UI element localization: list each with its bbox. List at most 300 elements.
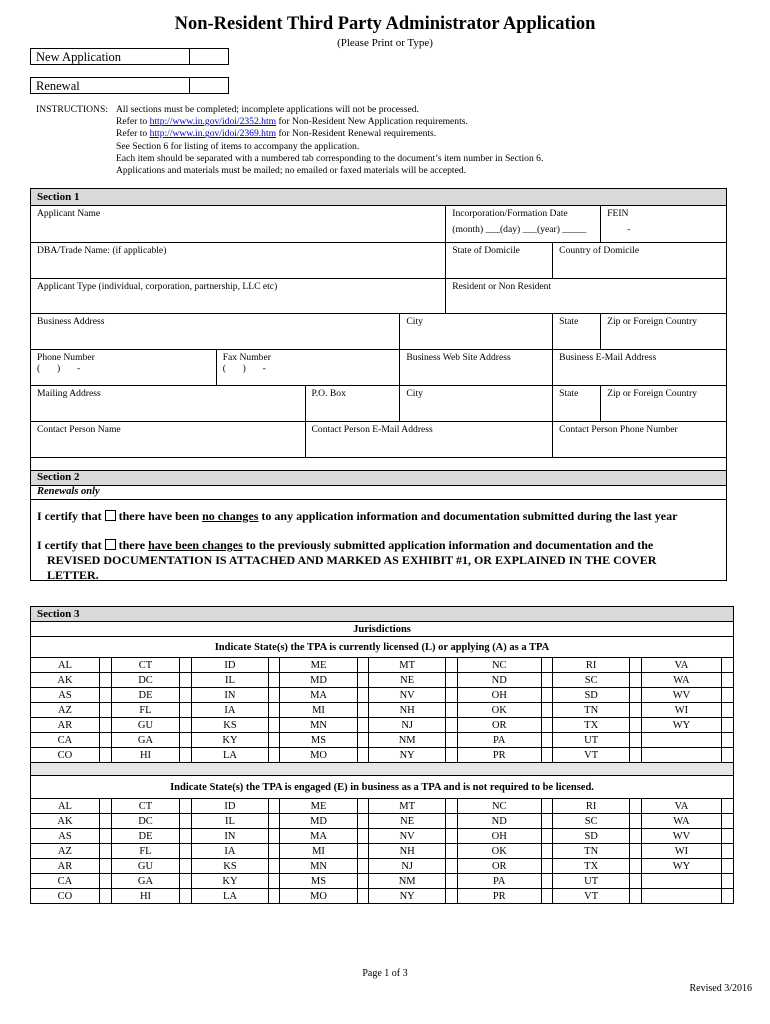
state-cell: RI (553, 799, 630, 814)
state-cell: AS (31, 688, 100, 703)
engaged-state-checkbox[interactable] (99, 889, 111, 904)
renewal-row (30, 77, 229, 94)
business-address-label: Business Address (37, 316, 105, 327)
licensed-state-checkbox[interactable] (180, 658, 192, 673)
state-cell: NE (369, 814, 446, 829)
state-cell: RI (553, 658, 630, 673)
engaged-state-checkbox[interactable] (180, 814, 192, 829)
licensed-state-checkbox[interactable] (722, 733, 734, 748)
no-changes-certification (37, 509, 677, 524)
fax-label: Fax Number (222, 352, 271, 363)
state-cell: NV (369, 829, 446, 844)
instructions-label: INSTRUCTIONS: (36, 104, 108, 115)
licensed-state-checkbox[interactable] (630, 718, 642, 733)
web-field[interactable] (400, 350, 553, 386)
state-cell: MA (280, 829, 357, 844)
instruction-line (116, 128, 676, 140)
engaged-state-checkbox[interactable] (357, 859, 369, 874)
engaged-state-checkbox[interactable] (446, 889, 458, 904)
licensed-state-checkbox[interactable] (630, 688, 642, 703)
state-cell: PR (457, 748, 541, 763)
engaged-state-checkbox[interactable] (268, 829, 280, 844)
state-cell: IL (192, 673, 269, 688)
engaged-state-checkbox[interactable] (722, 799, 734, 814)
mailing-city-field[interactable] (400, 386, 553, 422)
engaged-state-checkbox[interactable] (357, 829, 369, 844)
engaged-state-checkbox[interactable] (357, 889, 369, 904)
state-cell: NY (369, 889, 446, 904)
engaged-state-checkbox[interactable] (630, 829, 642, 844)
state-cell: HI (111, 748, 180, 763)
state-cell: WI (641, 703, 722, 718)
engaged-state-checkbox[interactable] (446, 829, 458, 844)
engaged-state-checkbox[interactable] (268, 814, 280, 829)
engaged-state-checkbox[interactable] (630, 874, 642, 889)
state-cell: KY (192, 733, 269, 748)
licensed-state-checkbox[interactable] (268, 688, 280, 703)
state-cell: TN (553, 844, 630, 859)
mailing-address-label: Mailing Address (37, 388, 101, 399)
licensed-state-checkbox[interactable] (446, 718, 458, 733)
state-cell: KS (192, 859, 269, 874)
new-application-label: New Application (36, 50, 122, 64)
cert-text: to any application information and documentation submitted during the last year (261, 509, 678, 523)
state-cell: IN (192, 829, 269, 844)
engaged-state-checkbox[interactable] (268, 859, 280, 874)
section3-spacer (31, 763, 734, 776)
cert-emphasis: have been changes (148, 538, 243, 552)
state-cell: CT (111, 799, 180, 814)
state-cell: SC (553, 673, 630, 688)
licensed-state-checkbox[interactable] (722, 688, 734, 703)
state-cell: NE (369, 673, 446, 688)
contact-name-label: Contact Person Name (37, 424, 121, 435)
instruction-line: Each item should be separated with a numbered tab corresponding to the document’s item number in Section 6. (116, 152, 544, 164)
state-cell: AK (31, 673, 100, 688)
licensed-state-checkbox[interactable] (180, 703, 192, 718)
instruction-line (116, 116, 676, 128)
country-domicile-label: Country of Domicile (559, 245, 640, 256)
engaged-state-checkbox[interactable] (180, 799, 192, 814)
contact-name-field[interactable] (31, 422, 306, 458)
contact-phone-label: Contact Person Phone Number (559, 424, 678, 435)
contact-phone-field[interactable] (553, 422, 727, 458)
phone-label: Phone Number (37, 352, 95, 363)
page-subtitle: (Please Print or Type) (337, 37, 433, 49)
licensed-state-checkbox[interactable] (268, 703, 280, 718)
state-cell: KS (192, 718, 269, 733)
cert-text: there have been (118, 509, 200, 523)
engaged-state-checkbox[interactable] (722, 859, 734, 874)
engaged-state-checkbox[interactable] (446, 859, 458, 874)
licensed-state-checkbox[interactable] (446, 703, 458, 718)
state-domicile-field[interactable] (446, 243, 553, 279)
state-cell: MI (280, 844, 357, 859)
state-cell: MT (369, 799, 446, 814)
state-cell: MO (280, 748, 357, 763)
business-address-field[interactable] (31, 314, 400, 350)
engaged-state-checkbox[interactable] (99, 829, 111, 844)
pobox-label: P.O. Box (311, 388, 346, 399)
fein-label: FEIN (607, 208, 629, 219)
state-cell: PR (457, 889, 541, 904)
dba-field[interactable] (31, 243, 446, 279)
state-cell: NM (369, 874, 446, 889)
new-application-row (30, 48, 229, 65)
engaged-state-checkbox[interactable] (180, 874, 192, 889)
state-cell: AZ (31, 844, 100, 859)
fax-format: ( ) - (222, 363, 266, 374)
section1-table (30, 188, 727, 475)
state-cell: ID (192, 658, 269, 673)
licensed-state-checkbox[interactable] (99, 718, 111, 733)
renewal-label: Renewal (36, 79, 80, 93)
state-domicile-label: State of Domicile (452, 245, 520, 256)
licensed-state-checkbox[interactable] (268, 658, 280, 673)
renewal-requirements-link[interactable]: http://www.in.gov/idoi/2369.htm (149, 128, 277, 140)
engaged-state-checkbox[interactable] (99, 799, 111, 814)
licensed-state-checkbox[interactable] (541, 658, 553, 673)
engaged-state-checkbox[interactable] (722, 844, 734, 859)
instruction-line: All sections must be completed; incomplete applications will not be processed. (116, 104, 419, 115)
mailing-address-field[interactable] (31, 386, 306, 422)
state-cell: GA (111, 874, 180, 889)
engaged-state-checkbox[interactable] (722, 814, 734, 829)
state-cell: ND (457, 673, 541, 688)
cert-text: there (118, 538, 146, 552)
engaged-state-checkbox[interactable] (268, 874, 280, 889)
licensed-state-checkbox[interactable] (722, 703, 734, 718)
state-cell: TN (553, 703, 630, 718)
licensed-state-checkbox[interactable] (357, 673, 369, 688)
licensed-state-checkbox[interactable] (99, 658, 111, 673)
state-cell: DE (111, 829, 180, 844)
engaged-state-checkbox[interactable] (99, 859, 111, 874)
licensed-state-checkbox[interactable] (99, 748, 111, 763)
changes-checkbox[interactable] (105, 539, 116, 550)
mailing-state-field[interactable] (553, 386, 601, 422)
state-cell: ME (280, 799, 357, 814)
engaged-state-checkbox[interactable] (180, 889, 192, 904)
revision-date: Revised 3/2016 (689, 983, 752, 994)
state-cell: WV (641, 829, 722, 844)
state-cell: CO (31, 889, 100, 904)
resident-label: Resident or Non Resident (452, 281, 552, 292)
mailing-zip-field[interactable] (601, 386, 727, 422)
city-field[interactable] (400, 314, 553, 350)
state-cell: AS (31, 829, 100, 844)
licensed-state-checkbox[interactable] (541, 748, 553, 763)
fax-field[interactable] (216, 350, 400, 386)
state-cell: WA (641, 673, 722, 688)
city-label: City (406, 316, 423, 327)
pobox-field[interactable] (305, 386, 400, 422)
licensed-state-checkbox[interactable] (722, 673, 734, 688)
renewal-checkbox[interactable] (189, 78, 228, 93)
date-format: (month) ___(day) ___(year) _____ (452, 224, 587, 235)
licensed-heading: Indicate State(s) the TPA is currently licensed (L) or applying (A) as a TPA (31, 637, 734, 658)
engaged-state-checkbox[interactable] (630, 859, 642, 874)
state-cell: ME (280, 658, 357, 673)
state-cell: IA (192, 703, 269, 718)
state-cell: NC (457, 799, 541, 814)
engaged-state-checkbox[interactable] (541, 844, 553, 859)
email-label: Business E-Mail Address (559, 352, 657, 363)
engaged-state-checkbox[interactable] (541, 829, 553, 844)
state-cell: PA (457, 733, 541, 748)
cert-text: REVISED DOCUMENTATION IS ATTACHED AND MARKED AS EXHIBIT #1, OR EXPLAINED IN THE COVER (47, 553, 657, 567)
cert-text: to the previously submitted application information and documentation and the (245, 538, 654, 552)
section1-header: Section 1 (31, 189, 727, 206)
licensed-state-checkbox[interactable] (541, 688, 553, 703)
engaged-state-checkbox[interactable] (541, 874, 553, 889)
state-cell: UT (553, 733, 630, 748)
page-title: Non-Resident Third Party Administrator Application (174, 14, 596, 34)
engaged-state-checkbox[interactable] (268, 799, 280, 814)
state-cell: CA (31, 874, 100, 889)
state-cell: MO (280, 889, 357, 904)
state-cell: IN (192, 688, 269, 703)
engaged-state-checkbox[interactable] (446, 874, 458, 889)
state-cell: CT (111, 658, 180, 673)
state-cell: MN (280, 718, 357, 733)
state-cell: FL (111, 703, 180, 718)
state-cell: ND (457, 814, 541, 829)
engaged-state-checkbox[interactable] (630, 799, 642, 814)
licensed-state-checkbox[interactable] (446, 658, 458, 673)
licensed-state-checkbox[interactable] (630, 673, 642, 688)
state-cell: SC (553, 814, 630, 829)
web-label: Business Web Site Address (406, 352, 511, 363)
licensed-state-checkbox[interactable] (357, 703, 369, 718)
licensed-state-checkbox[interactable] (268, 718, 280, 733)
applicant-name-label: Applicant Name (37, 208, 101, 219)
resident-field[interactable] (446, 279, 727, 314)
engaged-state-checkbox[interactable] (541, 814, 553, 829)
state-cell: OR (457, 718, 541, 733)
licensed-state-checkbox[interactable] (357, 718, 369, 733)
state-cell: MD (280, 673, 357, 688)
licensed-state-checkbox[interactable] (446, 688, 458, 703)
engaged-state-checkbox[interactable] (99, 874, 111, 889)
state-cell (641, 889, 722, 904)
licensed-state-checkbox[interactable] (99, 688, 111, 703)
licensed-state-checkbox[interactable] (268, 673, 280, 688)
state-cell: WY (641, 718, 722, 733)
engaged-state-checkbox[interactable] (722, 874, 734, 889)
section2-subheader: Renewals only (37, 486, 100, 497)
licensed-state-checkbox[interactable] (180, 748, 192, 763)
engaged-state-checkbox[interactable] (357, 799, 369, 814)
state-cell: DC (111, 814, 180, 829)
cert-text: I certify that (37, 509, 102, 523)
engaged-state-checkbox[interactable] (630, 814, 642, 829)
state-cell: AL (31, 658, 100, 673)
licensed-state-checkbox[interactable] (180, 673, 192, 688)
engaged-state-checkbox[interactable] (357, 814, 369, 829)
state-cell: NH (369, 844, 446, 859)
licensed-state-checkbox[interactable] (722, 718, 734, 733)
engaged-state-checkbox[interactable] (180, 844, 192, 859)
state-cell: MT (369, 658, 446, 673)
engaged-state-checkbox[interactable] (541, 859, 553, 874)
instruction-line: Applications and materials must be mailed; no emailed or faxed materials will be accepted. (116, 165, 467, 177)
instruction-text: for Non-Resident Renewal requirements. (276, 128, 437, 140)
engaged-state-checkbox[interactable] (446, 799, 458, 814)
new-requirements-link[interactable]: http://www.in.gov/idoi/2352.htm (149, 116, 277, 128)
state-cell: AZ (31, 703, 100, 718)
email-field[interactable] (553, 350, 727, 386)
state-label: State (559, 316, 579, 327)
state-cell: NJ (369, 718, 446, 733)
licensed-state-checkbox[interactable] (180, 718, 192, 733)
state-cell: VT (553, 889, 630, 904)
licensed-state-checkbox[interactable] (446, 748, 458, 763)
state-cell: TX (553, 718, 630, 733)
engaged-heading: Indicate State(s) the TPA is engaged (E) in business as a TPA and is not required to be licensed. (31, 776, 734, 799)
state-cell: NH (369, 703, 446, 718)
engaged-state-checkbox[interactable] (268, 844, 280, 859)
zip-field[interactable] (601, 314, 727, 350)
state-cell: VT (553, 748, 630, 763)
changes-certification (37, 538, 656, 583)
state-cell: MS (280, 874, 357, 889)
licensed-state-checkbox[interactable] (541, 733, 553, 748)
engaged-state-checkbox[interactable] (180, 859, 192, 874)
licensed-state-checkbox[interactable] (630, 658, 642, 673)
state-cell: CO (31, 748, 100, 763)
city-label: City (406, 388, 423, 399)
state-cell: OK (457, 844, 541, 859)
page-number: Page 1 of 3 (362, 968, 408, 979)
section3-header: Section 3 (31, 607, 734, 622)
contact-email-label: Contact Person E-Mail Address (311, 424, 433, 435)
state-cell: OH (457, 688, 541, 703)
state-cell: OR (457, 859, 541, 874)
licensed-state-checkbox[interactable] (180, 688, 192, 703)
country-domicile-field[interactable] (553, 243, 727, 279)
cert-emphasis: no changes (202, 509, 259, 523)
engaged-state-checkbox[interactable] (99, 844, 111, 859)
section3-table (30, 606, 734, 904)
instruction-line: See Section 6 for listing of items to accompany the application. (116, 140, 360, 152)
state-cell: DC (111, 673, 180, 688)
state-cell: ID (192, 799, 269, 814)
licensed-state-checkbox[interactable] (99, 673, 111, 688)
state-cell: SD (553, 829, 630, 844)
state-cell: VA (641, 658, 722, 673)
licensed-state-checkbox[interactable] (446, 673, 458, 688)
engaged-state-checkbox[interactable] (268, 889, 280, 904)
engaged-state-checkbox[interactable] (722, 829, 734, 844)
engaged-state-checkbox[interactable] (630, 889, 642, 904)
engaged-state-checkbox[interactable] (541, 799, 553, 814)
engaged-state-checkbox[interactable] (357, 844, 369, 859)
licensed-state-checkbox[interactable] (180, 733, 192, 748)
incorporation-date-field[interactable] (446, 206, 601, 243)
engaged-state-checkbox[interactable] (357, 874, 369, 889)
engaged-state-checkbox[interactable] (446, 814, 458, 829)
licensed-state-checkbox[interactable] (357, 748, 369, 763)
licensed-state-checkbox[interactable] (541, 718, 553, 733)
state-cell: MD (280, 814, 357, 829)
licensed-state-checkbox[interactable] (268, 733, 280, 748)
contact-email-field[interactable] (305, 422, 553, 458)
licensed-state-checkbox[interactable] (722, 748, 734, 763)
engaged-state-checkbox[interactable] (99, 814, 111, 829)
applicant-type-label: Applicant Type (individual, corporation, partnership, LLC etc) (37, 281, 278, 292)
state-cell (641, 874, 722, 889)
licensed-state-checkbox[interactable] (541, 673, 553, 688)
state-cell: TX (553, 859, 630, 874)
state-cell: GU (111, 718, 180, 733)
engaged-state-checkbox[interactable] (446, 844, 458, 859)
state-cell: HI (111, 889, 180, 904)
cert-text: LETTER. (47, 568, 99, 582)
licensed-state-checkbox[interactable] (541, 703, 553, 718)
licensed-state-checkbox[interactable] (99, 703, 111, 718)
licensed-state-checkbox[interactable] (99, 733, 111, 748)
licensed-state-checkbox[interactable] (268, 748, 280, 763)
licensed-state-checkbox[interactable] (630, 748, 642, 763)
state-cell: AK (31, 814, 100, 829)
state-cell: WA (641, 814, 722, 829)
state-cell: NY (369, 748, 446, 763)
new-application-checkbox[interactable] (189, 49, 228, 64)
engaged-state-checkbox[interactable] (722, 889, 734, 904)
engaged-state-checkbox[interactable] (630, 844, 642, 859)
phone-format: ( ) - (37, 363, 81, 374)
licensed-state-checkbox[interactable] (630, 733, 642, 748)
state-cell: LA (192, 889, 269, 904)
zip-label: Zip or Foreign Country (607, 388, 697, 399)
state-cell: LA (192, 748, 269, 763)
state-cell: MA (280, 688, 357, 703)
engaged-state-checkbox[interactable] (541, 889, 553, 904)
licensed-state-checkbox[interactable] (357, 733, 369, 748)
state-cell: SD (553, 688, 630, 703)
state-cell (641, 733, 722, 748)
state-cell: DE (111, 688, 180, 703)
licensed-state-checkbox[interactable] (722, 658, 734, 673)
state-cell (641, 748, 722, 763)
state-cell: AR (31, 859, 100, 874)
licensed-state-checkbox[interactable] (630, 703, 642, 718)
state-cell: WY (641, 859, 722, 874)
section2-header: Section 2 (31, 471, 726, 486)
applicant-type-field[interactable] (31, 279, 446, 314)
instruction-text: Refer to (116, 116, 150, 128)
no-changes-checkbox[interactable] (105, 510, 116, 521)
state-cell: NC (457, 658, 541, 673)
licensed-state-checkbox[interactable] (357, 658, 369, 673)
state-cell: KY (192, 874, 269, 889)
jurisdictions-heading: Jurisdictions (31, 622, 734, 637)
licensed-state-checkbox[interactable] (446, 733, 458, 748)
phone-field[interactable] (31, 350, 217, 386)
engaged-state-checkbox[interactable] (180, 829, 192, 844)
instruction-text: Refer to (116, 128, 150, 140)
state-cell: UT (553, 874, 630, 889)
state-cell: IL (192, 814, 269, 829)
state-field[interactable] (553, 314, 601, 350)
fein-dash: - (627, 224, 631, 235)
fein-field[interactable] (601, 206, 727, 243)
state-cell: GU (111, 859, 180, 874)
licensed-state-checkbox[interactable] (357, 688, 369, 703)
state-cell: WI (641, 844, 722, 859)
applicant-name-field[interactable] (31, 206, 446, 243)
